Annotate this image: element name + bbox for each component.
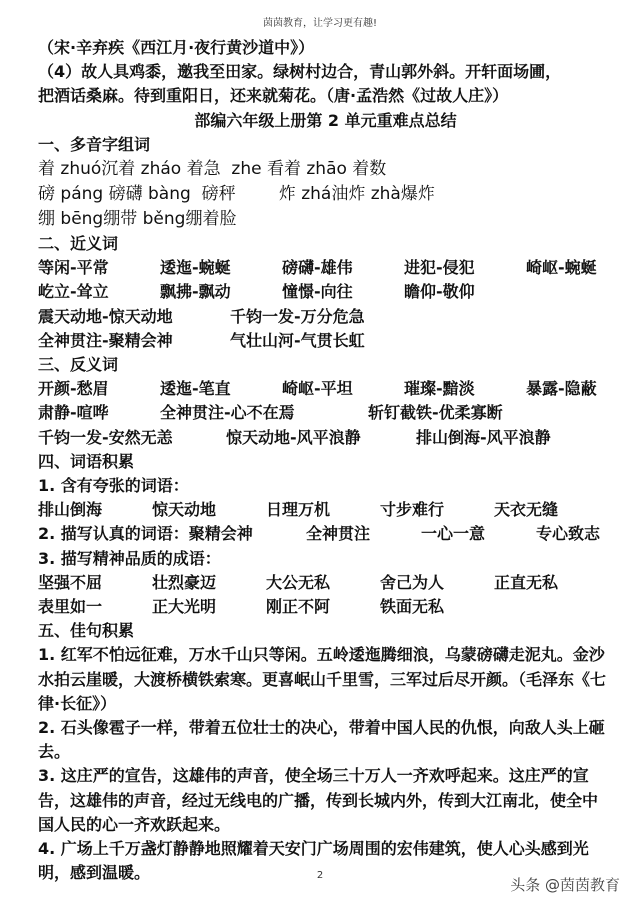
section-heading: 一、多音字组词 [38,134,151,154]
word-pair: 震天动地-惊天动地 [38,306,173,326]
word-row [38,522,613,546]
word: 壮烈豪迈 [152,572,217,592]
word: 正大光明 [152,597,217,617]
word: 铁面无私 [380,597,445,617]
word-pair: 肃静-喧哗 [38,403,109,423]
word-row [38,498,613,522]
word-pair: 逶迤-蜿蜒 [160,258,231,278]
synonym-row [38,256,613,280]
section-heading: 二、近义词 [38,234,119,254]
synonym-row [38,305,613,329]
word-pair: 屹立-耸立 [38,282,109,302]
word-pair: 排山倒海-风平浪静 [416,427,551,447]
word: 表里如一 [38,597,103,617]
document-body [38,36,613,886]
word-pair: 等闲-平常 [38,258,109,278]
page-number: 2 [316,870,324,881]
sentence-paragraph: 3. 这庄严的宣告，这雄伟的声音，使全场三十万人一齐欢呼起来。这庄严的宣告，这雄伟的声音，经过无线电的广播，传到长城内外，传到大江南北，使全中国人民的心一齐欢跃起来。 [38,766,599,834]
antonym-row [38,426,613,450]
word-pair: 全神贯注-心不在焉 [160,403,295,423]
word: 惊天动地 [152,500,217,520]
word-pair: 开颜-愁眉 [38,379,109,399]
word-pair: 惊天动地-风平浪静 [226,427,361,447]
word-pair: 飘拂-飘动 [160,282,231,302]
word-pair: 进犯-侵犯 [404,258,475,278]
poem-line-2: （4）故人具鸡黍，邀我至田家。绿树村边合，青山郭外斜。开轩面场圃， [38,62,562,82]
word-pair: 憧憬-向往 [282,282,353,302]
word: 一心一意 [421,524,486,544]
word: 排山倒海 [38,500,103,520]
word: 天衣无缝 [494,500,559,520]
polyphone-row: 着 zhuó沉着 zháo 着急 zhe 看着 zhāo 着数 [38,159,387,180]
subheading: 1. 含有夸张的词语： [38,476,189,496]
synonym-row [38,280,613,304]
word: 全神贯注 [306,524,371,544]
word-pair: 千钧一发-安然无恙 [38,427,173,447]
word: 刚正不阿 [266,597,331,617]
word: 寸步难行 [380,500,445,520]
word-pair: 斩钉截铁-优柔寡断 [368,403,503,423]
poem-line-1: （宋·辛弃疾《西江月·夜行黄沙道中》） [38,38,315,57]
poem-line-3: 把酒话桑麻。待到重阳日，还来就菊花。（唐·孟浩然《过故人庄》） [38,86,509,106]
word-pair: 磅礴-雄伟 [282,258,353,278]
sentence-paragraph: 1. 红军不怕远征难，万水千山只等闲。五岭逶迤腾细浪，乌蒙磅礴走泥丸。金沙水拍云崖暖，大渡桥横铁索寒。更喜岷山千里雪，三军过后尽开颜。（毛泽东《七律·长征》） [38,645,607,713]
page-header: 茵茵教育，让学习更有趣! [262,18,377,29]
polyphone-row: 绷 bēng绷带 běng绷着脸 [38,209,237,230]
word-pair: 瞻仰-敬仰 [404,282,475,302]
word-pair: 千钧一发-万分危急 [230,306,365,326]
word: 正直无私 [494,572,559,592]
unit-title: 部编六年级上册第 2 单元重难点总结 [194,110,457,130]
word: 日理万机 [266,500,331,520]
word-pair: 全神贯注-聚精会神 [38,330,173,350]
polyphone-row: 磅 páng 磅礴 bàng 磅秤 炸 zhá油炸 zhà爆炸 [38,184,435,205]
watermark: 头条 @茵茵教育 [510,876,620,894]
antonym-row [38,377,613,401]
word-row [38,571,613,595]
subheading: 2. 描写认真的词语：聚精会神 [38,524,253,544]
subheading: 3. 描写精神品质的成语： [38,548,221,568]
word-pair: 气壮山河-气贯长虹 [230,330,365,350]
section-heading: 五、佳句积累 [38,621,135,641]
section-heading: 三、反义词 [38,355,119,375]
word-pair: 璀璨-黯淡 [404,379,475,399]
word-pair: 逶迤-笔直 [160,379,231,399]
word-pair: 崎岖-平坦 [282,379,353,399]
word-row [38,595,613,619]
word: 舍己为人 [380,572,445,592]
section-heading: 四、词语积累 [38,451,135,471]
word: 专心致志 [536,524,601,544]
sentence-paragraph: 2. 石头像雹子一样，带着五位壮士的决心，带着中国人民的仇恨，向敌人头上砸去。 [38,718,605,762]
antonym-row [38,401,613,425]
word: 大公无私 [266,572,331,592]
synonym-row [38,329,613,353]
sentence-paragraph: 4. 广场上千万盏灯静静地照耀着天安门广场周围的宏伟建筑，使人心头感到光明，感到温暖。 [38,839,589,883]
word-pair: 暴露-隐蔽 [526,379,597,399]
word-pair: 崎岖-蜿蜒 [526,258,597,278]
word: 坚强不屈 [38,572,103,592]
